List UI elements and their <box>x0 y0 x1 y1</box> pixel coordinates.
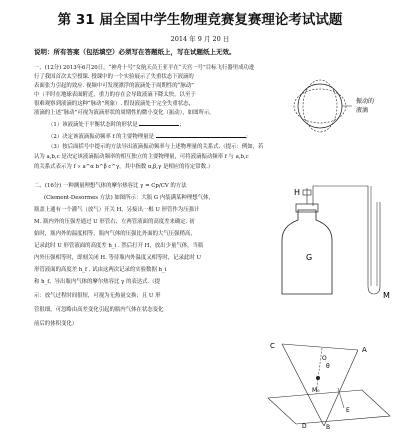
droplet-circle <box>298 84 342 128</box>
label-e: E <box>346 407 350 414</box>
label-m0: M₀ <box>312 387 320 394</box>
answer-blank <box>156 131 246 138</box>
q1-line-8: （3）按后面括号中提示的方法导出液滴振动频率与上述物理量的关系式.（提示：例如，若 <box>48 144 264 150</box>
page-title: 第 31 届全国中学生物理竞赛复赛理论考试试题 <box>57 12 343 28</box>
segment-cb <box>282 344 324 426</box>
q2-line-9: 示：放气过程时间很短，可视为无热量交换；且 U 形 <box>34 293 161 299</box>
segment-ca <box>282 344 358 350</box>
label-h: H <box>294 188 301 197</box>
q1-line-4: 很难观察到液滴的这种“脉动”现象）. 假设液滴处于完全失重状态， <box>34 101 194 107</box>
exam-date: 2014 年 9 月 20 日 <box>170 35 230 43</box>
label-c: C <box>270 342 275 350</box>
arrow-e <box>338 388 344 408</box>
u-tube <box>368 202 380 294</box>
q1-line-5: 液滴的上述“脉动”可视为液滴形状的周期性的微小变化（振动），如图所示。 <box>34 110 215 116</box>
connecting-tube <box>313 186 368 286</box>
q2-line-5: 记录此时 U 形管液面的高度差 h_i . 然后打开 H，放出少量气体，当瓶 <box>34 243 204 249</box>
q1-line-1: 行了我国首次太空授课. 授课中的一个实验展示了失重状态下液滴的 <box>34 74 194 80</box>
label-a: A <box>362 346 367 354</box>
plane <box>268 390 390 424</box>
q2-line-0: 二、(16分) 一种测量理想气体的摩尔热容比 γ = Cp/CV 的方法 <box>34 183 187 189</box>
q1-part1-text: （1）该液滴处于平衡状态时的形状是 <box>48 122 138 128</box>
q2-line-11: 前后的体积变化） <box>34 321 78 327</box>
q1-part2: （2）决定该液滴振动频率 f 的主要物理量是 ； <box>48 131 251 142</box>
q2-line-4: 始时，瓶内外的温度相等，瓶内气体的压强比外面的大气压强稍高， <box>34 231 196 237</box>
q2-line-3: M. 瓶内外的压强差通过 U 形管右、左两管液面的高度差来确定. 初 <box>34 219 195 225</box>
figure-label-line2: 液滴 <box>356 107 369 114</box>
q1-line-9: 认为 a,b,c 是决定该液滴振动频率的相互独立的主要物理量，可将液滴振动频率 f 与 a,b,c <box>34 154 249 160</box>
label-b: B <box>326 424 331 430</box>
label-g: G <box>306 253 313 262</box>
q1-line-2: 表面张力引起的效应. 视频中可发现漂浮的液滴处于周期性的“脉动” <box>34 83 194 89</box>
segment-ab <box>324 350 358 426</box>
q2-line-1: (Clement-Desormes 方法) 如图所示：大瓶 G 内装满某种理想气体， <box>44 195 214 201</box>
bottle-outline <box>282 210 332 294</box>
q1-line-3: 中（平时在地球表面附近，重力的存在会导致液滴下降太快，以至于 <box>34 92 196 98</box>
q2-line-7: 形管液面的高度差 h_f . 试由这两次记录的实验数据 h_i <box>34 267 167 273</box>
bottle-manometer-figure <box>268 182 396 302</box>
droplet-figure <box>292 76 392 136</box>
q1-line-0: 一、(12分) 2013年6月20日，“神舟十号”女航天员王亚平在“天宫一号”目标飞行器里成功进 <box>34 65 255 71</box>
q2-line-10: 管很细，可忽略由高差变化引起的瓶内气体在状态变化 <box>34 307 164 313</box>
label-theta: θ <box>326 363 330 370</box>
q2-line-8: 和 h_f，导出瓶内气体的摩尔热容比 γ 的表达式.（提 <box>34 279 161 285</box>
q1-part1: （1）该液滴处于平衡状态时的形状是 ； <box>48 119 185 130</box>
q2-line-6: 内外压强相等时，即刻关闭 H. 等待瓶内外温度又相等时，记录此时 U <box>34 255 202 261</box>
geometry-figure <box>262 338 396 430</box>
mass-point <box>316 376 320 380</box>
label-m: M <box>383 291 390 300</box>
figure-label-line1: 振动的 <box>356 98 375 105</box>
answer-blank <box>139 119 179 126</box>
q1-line-10: 的关系式表示为 f ∝ a^α b^β c^γ，其中指数 α,β,γ 是相应的待定常数.） <box>34 164 214 170</box>
instructions-note: 说明：所有答案（包括填空）必须写在答题纸上，写在试题纸上无效。 <box>34 48 236 56</box>
label-d: D <box>302 423 307 430</box>
q1-part2-text: （2）决定该液滴振动频率 f 的主要物理量是 <box>48 134 154 140</box>
q2-line-2: 瓶盖上通有一个灌气（放气）开关 H，另接出一根 U 形管作为压强计 <box>34 207 200 213</box>
label-o: O <box>322 355 327 362</box>
bottle-cap <box>296 204 318 212</box>
